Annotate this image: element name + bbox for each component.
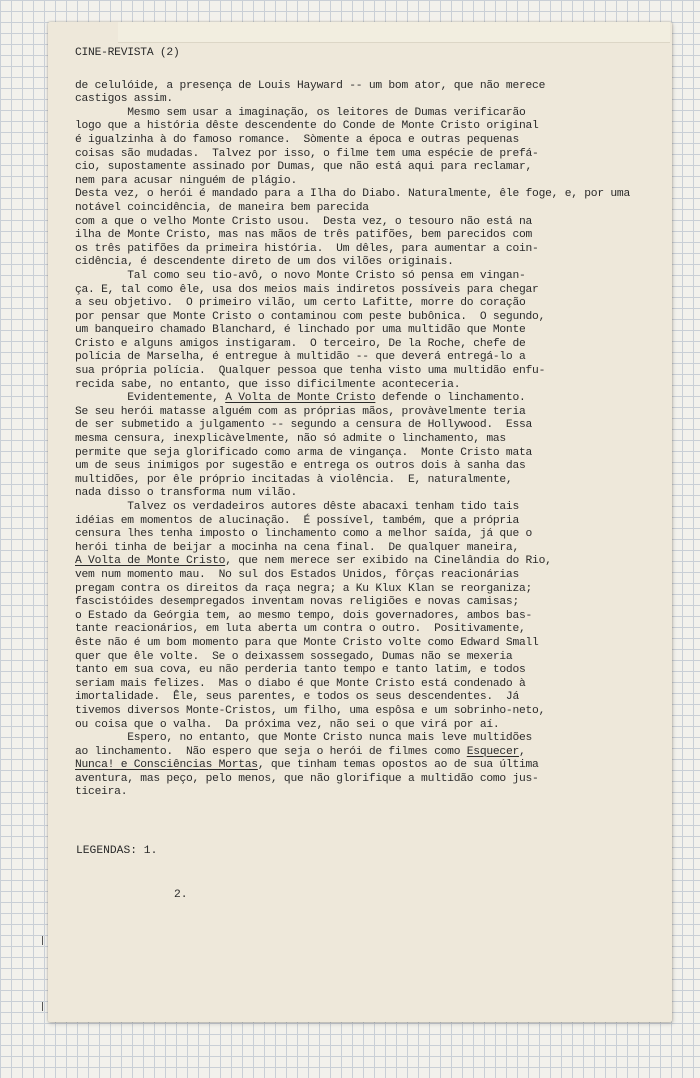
text-line: A Volta de Monte Cristo, que nem merece ser exibido na Cinelândia do Rio, xyxy=(75,555,552,568)
text-line: mesma censura, inexplicàvelmente, não só admite o linchamento, mas xyxy=(75,433,506,446)
text-line: com a que o velho Monte Cristo usou. Desta vez, o tesouro não está na xyxy=(75,215,533,228)
text-line: vem num momento mau. No sul dos Estados Unidos, fôrças reacionárias xyxy=(75,568,519,581)
text-line: ticeira. xyxy=(75,786,128,799)
text-line: tivemos diversos Monte-Cristos, um filho, uma espôsa e um sobrinho-neto, xyxy=(75,704,546,717)
text-line: tante reacionários, em luta aberta um contra o outro. Positivamente, xyxy=(75,623,526,636)
text-line: de celulóide, a presença de Louis Hayward -- um bom ator, que não merece xyxy=(75,79,546,92)
text-line: Espero, no entanto, que Monte Cristo nunca mais leve multidões xyxy=(75,732,533,745)
text-line: aventura, mas peço, pelo menos, que não glorifique a multidão como jus- xyxy=(75,772,539,785)
legend-item-1: 1. xyxy=(143,845,158,857)
text-line: fascistóides desempregados inventam novas religiões e novas camisas; xyxy=(75,596,519,609)
underlined-title: Esquecer xyxy=(466,745,519,758)
text-line: sua própria polícia. Qualquer pessoa que tenha visto uma multidão enfu- xyxy=(75,365,546,378)
text-line: Evidentemente, A Volta de Monte Cristo defende o linchamento. xyxy=(75,392,526,405)
text-line: os três patifões da primeira história. Um dêles, para aumentar a coin- xyxy=(75,242,539,255)
text-line: Talvez os verdadeiros autores dêste abacaxi tenham tido tais xyxy=(75,501,519,513)
underlined-title: Nunca! e Consciências Mortas xyxy=(75,759,258,772)
text-line: a seu objetivo. O primeiro vilão, um certo Lafitte, morre do coração xyxy=(75,297,526,310)
text-line: recida sabe, no entanto, que isso dificilmente aconteceria. xyxy=(75,378,461,391)
text-line: por pensar que Monte Cristo o contaminou com peste bubônica. O segundo, xyxy=(75,310,546,323)
tape-strip xyxy=(118,22,670,43)
text-line: Nunca! e Consciências Mortas, que tinham temas opostos ao de sua última xyxy=(75,759,539,772)
text-line: polícia de Marselha, é entregue à multidão -- que deverá entregá-lo a xyxy=(75,351,526,364)
text-line: Tal como seu tio-avô, o novo Monte Cristo só pensa em vingan- xyxy=(75,269,526,282)
text-line: um banqueiro chamado Blanchard, é linchado por uma multidão que Monte xyxy=(75,324,526,337)
legend-label: LEGENDAS: xyxy=(76,845,138,857)
underlined-title: A Volta de Monte Cristo xyxy=(75,555,226,568)
text-line: nada disso o transforma num vilão. xyxy=(75,487,297,500)
margin-mark xyxy=(42,1002,43,1011)
text-line: tanto em sua cova, eu não perderia tanto tempo e tanto latim, e todos xyxy=(75,664,526,677)
text-line: multidões, por êle próprio incitadas à violência. E, naturalmente, xyxy=(75,473,513,486)
text-line: coisas são mudadas. Talvez por isso, o filme tem uma espécie de prefá- xyxy=(75,147,539,160)
underlined-title: A Volta de Monte Cristo xyxy=(225,392,376,405)
text-line: censura lhes tenha imposto o linchamento como a melhor saída, já que o xyxy=(75,528,533,541)
text-line: ou coisa que o valha. Da próxima vez, não sei o que virá por aí. xyxy=(75,718,500,731)
text-line: seriam mais felizes. Mas o diabo é que Monte Cristo está condenado à xyxy=(75,677,526,690)
text-line: Se seu herói matasse alguém com as próprias mãos, provàvelmente teria xyxy=(75,405,526,418)
legend-row xyxy=(76,845,157,857)
text-line: Mesmo sem usar a imaginação, os leitores de Dumas verificarão xyxy=(75,106,526,119)
text-line: ilha de Monte Cristo, mas nas mãos de três patifões, bem parecidos com xyxy=(75,229,533,242)
text-line: imortalidade. Êle, seus parentes, e todos os seus descendentes. Já xyxy=(75,691,519,704)
text-line: é igualzinha à do famoso romance. Sòmente a época e outras pequenas xyxy=(75,133,519,146)
text-line: cidência, é descendente direto de um dos vilões originais. xyxy=(75,256,454,269)
text-line: cio, supostamente assinado por Dumas, que não está aqui para reclamar, xyxy=(75,161,533,174)
text-line: quer que êle volte. Se o deixassem sossegado, Dumas não se mexeria xyxy=(75,650,513,663)
text-line: de ser submetido a julgamento -- segundo a censura de Hollywood. Essa xyxy=(75,419,533,432)
text-line: ça. E, tal como êle, usa dos meios mais indiretos possíveis para chegar xyxy=(75,283,539,296)
page-header: CINE-REVISTA (2) xyxy=(75,47,180,59)
text-line: Desta vez, o herói é mandado para a Ilha do Diabo. Naturalmente, êle foge, e, por uma notável coincidência, de maneira bem parecida xyxy=(75,188,630,214)
text-line: herói tinha de beijar a mocinha na cena final. De qualquer maneira, xyxy=(75,541,519,554)
body-text xyxy=(75,80,675,800)
text-line: êste não é um bom momento para que Monte Cristo volte como Edward Small xyxy=(75,636,539,649)
text-line: pregam contra os direitos da raça negra; a Ku Klux Klan se reorganiza; xyxy=(75,582,533,595)
text-line: permite que seja glorificado como arma de vingança. Monte Cristo mata xyxy=(75,446,533,459)
text-line: castigos assim. xyxy=(75,93,173,106)
legend-item-2: 2. xyxy=(174,889,188,901)
text-line: ao linchamento. Não espero que seja o herói de filmes como Esquecer, xyxy=(75,745,526,758)
text-line: nem para acusar ninguém de plágio. xyxy=(75,174,297,187)
typed-text xyxy=(75,47,675,800)
text-line: Cristo e alguns amigos instigaram. O terceiro, De la Roche, chefe de xyxy=(75,337,526,350)
text-line: logo que a história dêste descendente do Conde de Monte Cristo original xyxy=(75,120,539,133)
margin-mark xyxy=(42,936,43,945)
text-line: um de seus inimigos por sugestão e entrega os outros dois à sanha das xyxy=(75,460,526,473)
text-line: idéias em momentos de alucinação. É possível, também, que a própria xyxy=(75,514,519,527)
text-line: o Estado da Geórgia tem, ao mesmo tempo, dois governadores, ambos bas- xyxy=(75,609,533,622)
